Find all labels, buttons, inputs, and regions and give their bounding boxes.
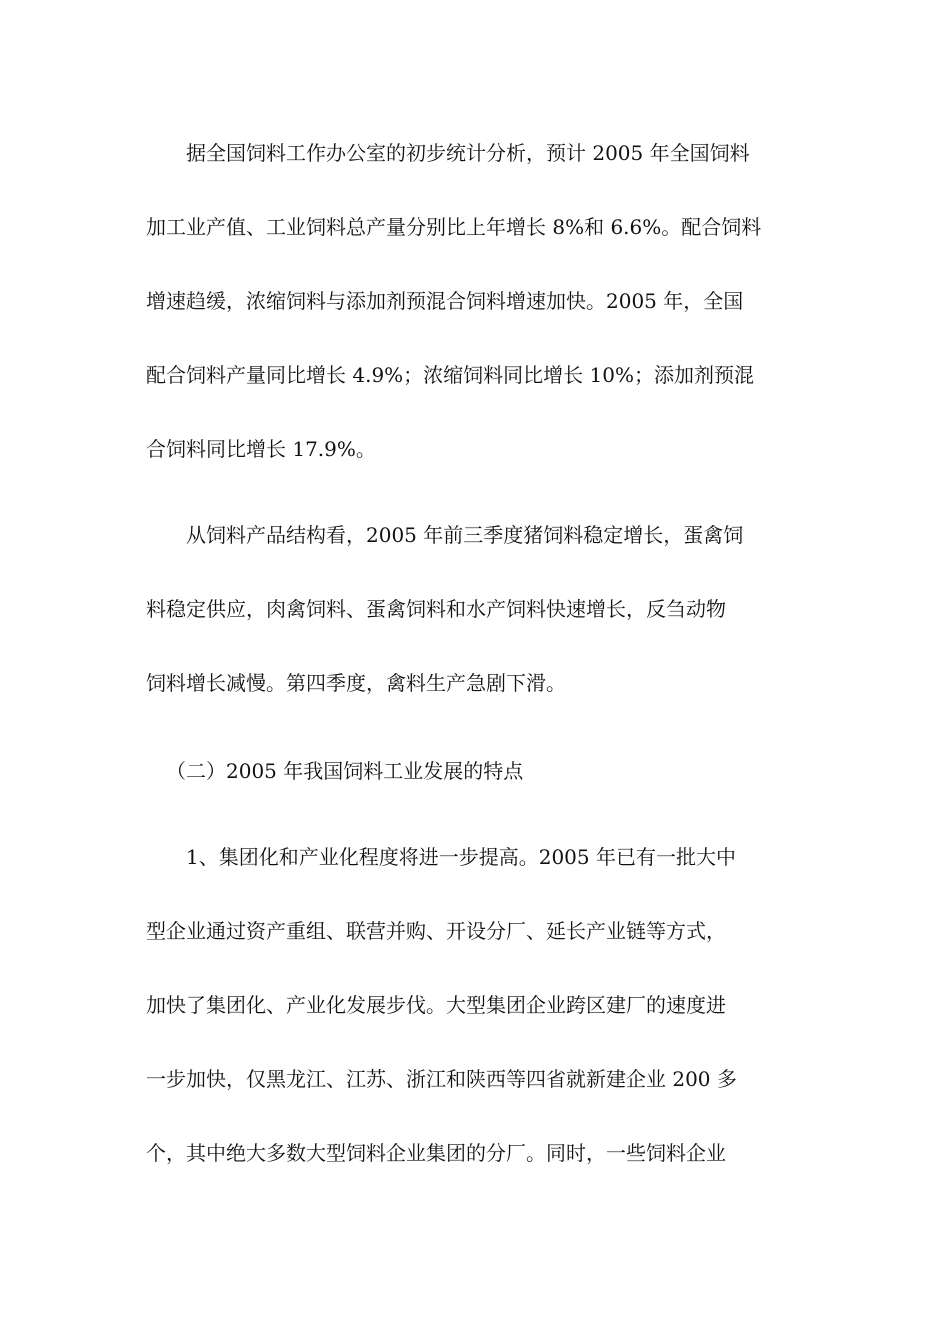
paragraph-line: 合饲料同比增长 17.9%。 <box>146 437 376 461</box>
paragraph-line: 据全国饲料工作办公室的初步统计分析，预计 2005 年全国饲料 <box>186 141 750 165</box>
paragraph-line: 一步加快，仅黑龙江、江苏、浙江和陕西等四省就新建企业 200 多 <box>146 1067 737 1091</box>
paragraph-line: 1、集团化和产业化程度将进一步提高。2005 年已有一批大中 <box>186 845 736 869</box>
paragraph-line: 配合饲料产量同比增长 4.9%；浓缩饲料同比增长 10%；添加剂预混 <box>146 363 754 387</box>
paragraph-line: 料稳定供应，肉禽饲料、蛋禽饲料和水产饲料快速增长，反刍动物 <box>146 597 726 621</box>
paragraph-line: 个，其中绝大多数大型饲料企业集团的分厂。同时，一些饲料企业 <box>146 1141 726 1165</box>
paragraph-line: 增速趋缓，浓缩饲料与添加剂预混合饲料增速加快。2005 年，全国 <box>146 289 744 313</box>
section-heading: （二）2005 年我国饲料工业发展的特点 <box>166 759 524 783</box>
paragraph-line: 加快了集团化、产业化发展步伐。大型集团企业跨区建厂的速度进 <box>146 993 726 1017</box>
paragraph-line: 型企业通过资产重组、联营并购、开设分厂、延长产业链等方式， <box>146 919 726 943</box>
paragraph-line: 从饲料产品结构看，2005 年前三季度猪饲料稳定增长，蛋禽饲 <box>186 523 744 547</box>
paragraph-line: 加工业产值、工业饲料总产量分别比上年增长 8%和 6.6%。配合饲料 <box>146 215 762 239</box>
paragraph-line: 饲料增长减慢。第四季度，禽料生产急剧下滑。 <box>146 671 566 695</box>
